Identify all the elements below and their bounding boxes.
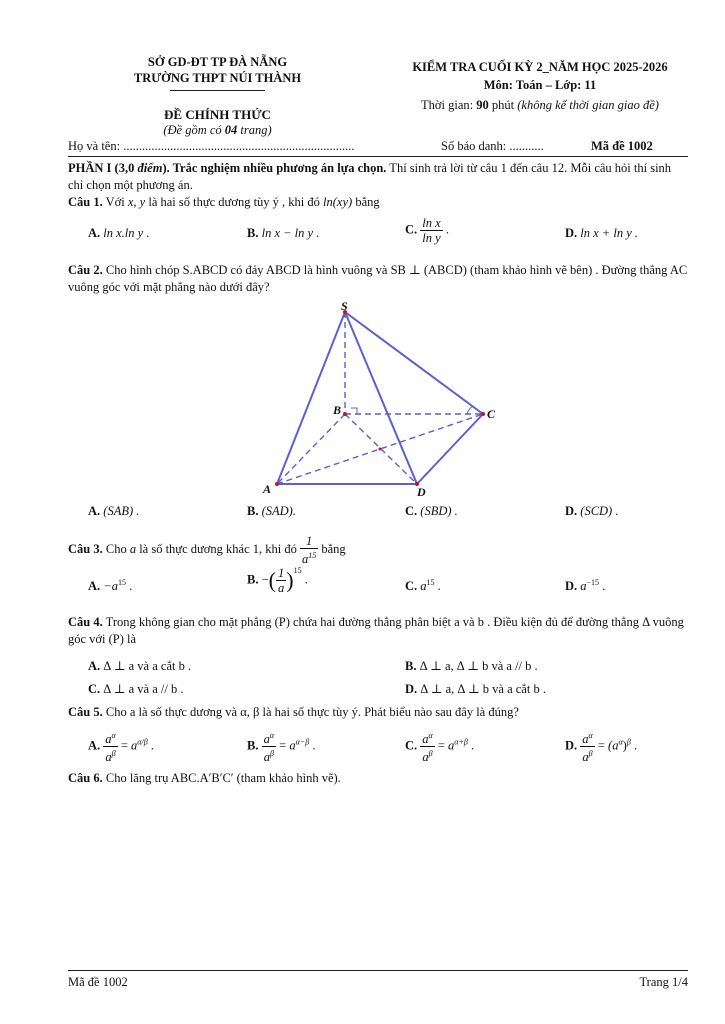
q4-option-d[interactable]: D. Δ ⊥ a, Δ ⊥ b và a cắt b . [405, 682, 546, 696]
q1-option-a[interactable]: A. ln x.ln y . [88, 226, 150, 240]
point-label-d: D [417, 485, 426, 499]
question-1: Câu 1. Với x, y là hai số thực dương tùy ý , khi đó ln(xy) bằng [68, 195, 380, 209]
exam-time: Thời gian: 90 phút (không kể thời gian giao đề) [421, 98, 659, 112]
info-divider [68, 156, 688, 157]
q4-option-b[interactable]: B. Δ ⊥ a, Δ ⊥ b và a // b . [405, 659, 538, 673]
header-divider [170, 90, 265, 91]
point-label-c: C [487, 407, 496, 421]
q4-option-c[interactable]: C. Δ ⊥ a và a // b . [88, 682, 184, 696]
exam-title: KIỂM TRA CUỐI KỲ 2_NĂM HỌC 2025-2026 [412, 60, 668, 74]
q4-option-a[interactable]: A. Δ ⊥ a và a cắt b . [88, 659, 192, 673]
q5-option-b[interactable]: B. $\frac{a^\alpha}{a^\beta}$ = $a^{\alpha-\beta}$ . [247, 731, 316, 765]
question-3: Câu 3. Cho a là số thực dương khác 1, khi đó $\frac{1}{a^{15}}$ bằng [68, 534, 346, 567]
footer-code: Mã đề 1002 [68, 975, 128, 989]
point-label-s: S [341, 300, 348, 313]
question-4: Câu 4. Trong không gian cho mặt phẳng (P) chứa hai đường thẳng phân biệt a và b . Điều kiện đủ để đường thẳng Δ vuông góc với (P) là [68, 615, 684, 646]
org-line-2: TRƯỜNG THPT NÚI THÀNH [133, 71, 302, 85]
q2-option-d[interactable]: D. (SCD) . [565, 504, 619, 518]
point-label-a: A [263, 482, 272, 496]
q5-option-d[interactable]: D. $\frac{a^\alpha}{a^\beta}$ = $(a^\alpha)^\beta$ . [565, 731, 638, 765]
q1-option-d[interactable]: D. ln x + ln y . [565, 226, 639, 240]
q3-option-b[interactable]: B. −( $\frac{1}{a}$ )$^{15}$ . [247, 566, 308, 595]
q3-option-d[interactable]: D. $a^{-15}$ . [565, 578, 606, 594]
question-6: Câu 6. Cho lăng trụ ABC.A′B′C′ (tham khảo hình vẽ). [68, 771, 341, 785]
exam-code: Mã đề 1002 [591, 139, 653, 153]
subject: Môn: Toán – Lớp: 11 [483, 78, 597, 92]
q2-option-a[interactable]: A. (SAB) . [88, 504, 140, 518]
footer-divider [68, 970, 688, 971]
q5-option-c[interactable]: C. $\frac{a^\alpha}{a^\beta}$ = $a^{\alpha+\beta}$ . [405, 731, 475, 765]
q3-fraction: $\frac{1}{a^{15}}$ [301, 534, 317, 567]
part1-heading: PHẦN I (3,0 điểm). Trắc nghiệm nhiều phương án lựa chọn. Thí sinh trả lời từ câu 1 đến câu 12. Mỗi câu hỏi thí sinh chỉ chọn một phương án. [68, 161, 672, 192]
org-line-1: SỞ GD-ĐT TP ĐÀ NẴNG [147, 55, 288, 69]
q2-option-c[interactable]: C. (SBD) . [405, 504, 458, 518]
q1-option-c[interactable]: C. $\frac{\text{ln x}}{\text{ln y}}$ . [405, 216, 449, 245]
pyramid-figure [255, 300, 505, 500]
student-name-line: Họ và tên: .......................................................................... [68, 139, 355, 153]
student-id-line: Số báo danh: ........... [441, 139, 544, 153]
q3-option-a[interactable]: A. $-a^{15}$ . [88, 578, 133, 594]
q5-option-a[interactable]: A. $\frac{a^\alpha}{a^\beta}$ = $a^{\alpha/\beta}$ . [88, 731, 154, 765]
official-label: ĐỀ CHÍNH THỨC [164, 107, 271, 122]
q1-option-b[interactable]: B. ln x − ln y . [247, 226, 320, 240]
q3-option-c[interactable]: C. $a^{15}$ . [405, 578, 441, 594]
q2-option-b[interactable]: B. (SAD). [247, 504, 296, 518]
page-count: (Đề gồm có 04 trang) [163, 123, 272, 137]
point-label-b: B [333, 403, 342, 417]
footer-page: Trang 1/4 [639, 975, 688, 989]
question-2: Câu 2. Cho hình chóp S.ABCD có đáy ABCD là hình vuông và SB ⊥ (ABCD) (tham khảo hình vẽ bên) . Đường thẳng AC vuông góc với mặt phẳng nào dưới đây? [68, 263, 688, 294]
question-5: Câu 5. Cho a là số thực dương và α, β là hai số thực tùy ý. Phát biểu nào sau đây là đúng? [68, 705, 519, 719]
